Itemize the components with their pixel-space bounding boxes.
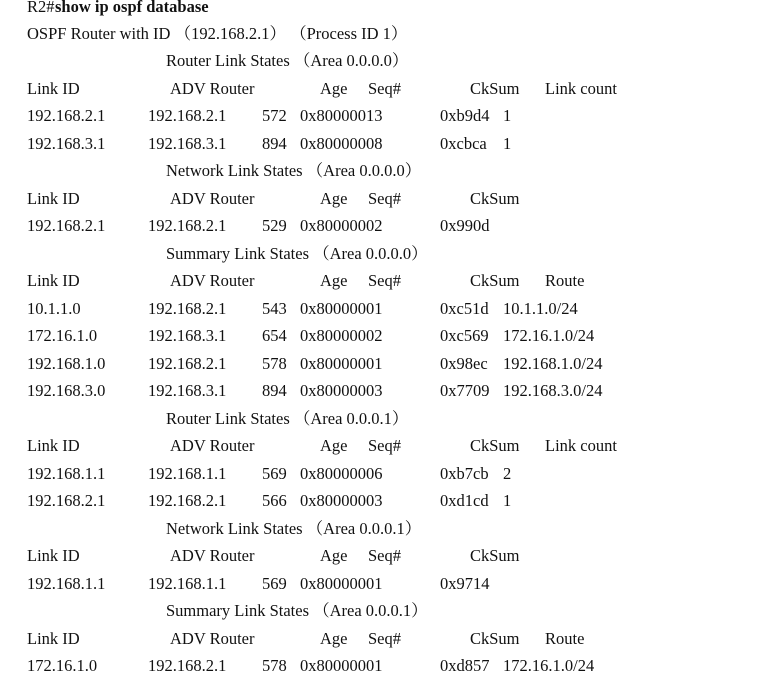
router-id-text: OSPF Router with ID （192.168.2.1） （Process ID 1）	[27, 24, 408, 43]
cell-extra: 192.168.1.0/24	[503, 353, 603, 373]
cell-extra: 172.16.1.0/24	[503, 326, 595, 345]
cell-extra: 1	[503, 133, 512, 153]
cell-link-id: 192.168.1.0	[27, 353, 106, 373]
table-row	[0, 322, 764, 350]
section-title: Summary Link States （Area 0.0.0.1）	[166, 601, 428, 620]
cell-link-id: 192.168.1.1	[27, 573, 106, 593]
cell-link-id: 10.1.1.0	[27, 298, 81, 318]
cell-seq: 0x80000001	[300, 353, 383, 373]
cell-seq: 0x80000008	[300, 133, 383, 153]
cell-adv-router: 192.168.1.1	[148, 463, 227, 483]
table-header-row	[0, 267, 764, 295]
column-header-cksum: CkSum	[470, 78, 520, 98]
column-header-age: Age	[320, 271, 348, 290]
cell-extra: 1	[503, 106, 512, 125]
column-header-adv-router: ADV Router	[170, 436, 255, 455]
column-header-age: Age	[320, 78, 348, 98]
cell-seq: 0x80000013	[300, 106, 383, 125]
cell-age: 566	[262, 491, 287, 510]
cell-cksum: 0xb7cb	[440, 463, 489, 483]
section-title-line	[0, 597, 764, 625]
cell-seq: 0x80000001	[300, 298, 383, 318]
column-header-link-id: Link ID	[27, 628, 80, 648]
cell-cksum: 0xcbca	[440, 133, 487, 153]
cell-cksum: 0x98ec	[440, 353, 488, 373]
column-header-cksum: CkSum	[470, 271, 520, 290]
table-row	[0, 570, 764, 598]
table-row	[0, 460, 764, 488]
column-header-cksum: CkSum	[470, 188, 520, 208]
cell-age: 654	[262, 326, 287, 345]
table-header-row	[0, 625, 764, 653]
column-header-seq: Seq#	[368, 271, 401, 290]
router-id-line	[0, 20, 764, 48]
cell-adv-router: 192.168.3.1	[148, 381, 227, 400]
section-title: Network Link States （Area 0.0.0.1）	[166, 518, 422, 538]
cell-extra: 192.168.3.0/24	[503, 381, 603, 400]
column-header-extra: Route	[545, 271, 585, 290]
cell-link-id: 192.168.2.1	[27, 106, 106, 125]
table-row	[0, 102, 764, 130]
cell-adv-router: 192.168.2.1	[148, 491, 227, 510]
cell-cksum: 0xb9d4	[440, 106, 490, 125]
cell-age: 569	[262, 463, 287, 483]
column-header-adv-router: ADV Router	[170, 271, 255, 290]
column-header-cksum: CkSum	[470, 546, 520, 565]
column-header-adv-router: ADV Router	[170, 78, 255, 98]
cell-age: 529	[262, 216, 287, 235]
column-header-age: Age	[320, 436, 348, 455]
cell-link-id: 192.168.3.0	[27, 381, 106, 400]
cell-age: 569	[262, 573, 287, 593]
table-row	[0, 377, 764, 405]
cell-link-id: 172.16.1.0	[27, 656, 98, 675]
cell-seq: 0x80000002	[300, 216, 383, 235]
cell-adv-router: 192.168.2.1	[148, 106, 227, 125]
cell-seq: 0x80000006	[300, 463, 383, 483]
cell-adv-router: 192.168.3.1	[148, 133, 227, 153]
cell-age: 578	[262, 353, 287, 373]
cell-seq: 0x80000002	[300, 326, 383, 345]
section-title-line	[0, 240, 764, 268]
column-header-seq: Seq#	[368, 78, 401, 98]
table-row	[0, 487, 764, 515]
column-header-cksum: CkSum	[470, 628, 520, 648]
cell-adv-router: 192.168.2.1	[148, 656, 227, 675]
section-title: Network Link States （Area 0.0.0.0）	[166, 161, 422, 180]
section-title: Router Link States （Area 0.0.0.1）	[166, 408, 409, 428]
cell-seq: 0x80000003	[300, 381, 383, 400]
column-header-extra: Link count	[545, 78, 617, 98]
cell-age: 572	[262, 106, 287, 125]
column-header-link-id: Link ID	[27, 436, 80, 455]
column-header-link-id: Link ID	[27, 546, 80, 565]
cell-extra: 172.16.1.0/24	[503, 656, 595, 675]
cell-cksum: 0x7709	[440, 381, 490, 400]
column-header-seq: Seq#	[368, 436, 401, 455]
section-title-line	[0, 47, 764, 75]
cell-extra: 2	[503, 463, 512, 483]
cell-adv-router: 192.168.2.1	[148, 298, 227, 318]
command-line	[0, 0, 764, 21]
cell-adv-router: 192.168.2.1	[148, 353, 227, 373]
column-header-extra: Route	[545, 628, 585, 648]
column-header-seq: Seq#	[368, 628, 401, 648]
cell-adv-router: 192.168.1.1	[148, 573, 227, 593]
cell-link-id: 172.16.1.0	[27, 326, 98, 345]
cell-cksum: 0xd857	[440, 656, 490, 675]
cell-link-id: 192.168.1.1	[27, 463, 106, 483]
column-header-extra: Link count	[545, 436, 617, 455]
column-header-adv-router: ADV Router	[170, 188, 255, 208]
section-title-line	[0, 515, 764, 543]
cell-seq: 0x80000001	[300, 573, 383, 593]
column-header-link-id: Link ID	[27, 188, 80, 208]
table-header-row	[0, 75, 764, 103]
cell-age: 543	[262, 298, 287, 318]
column-header-age: Age	[320, 628, 348, 648]
cell-extra: 10.1.1.0/24	[503, 298, 578, 318]
cell-cksum: 0xc569	[440, 326, 489, 345]
table-row	[0, 212, 764, 240]
table-row	[0, 130, 764, 158]
column-header-link-id: Link ID	[27, 78, 80, 98]
table-row	[0, 350, 764, 378]
column-header-cksum: CkSum	[470, 436, 520, 455]
cell-link-id: 192.168.2.1	[27, 491, 106, 510]
table-header-row	[0, 185, 764, 213]
section-title: Summary Link States （Area 0.0.0.0）	[166, 243, 428, 263]
section-title-line	[0, 157, 764, 185]
cell-age: 578	[262, 656, 287, 675]
section-title: Router Link States （Area 0.0.0.0）	[166, 51, 409, 70]
cell-adv-router: 192.168.3.1	[148, 326, 227, 345]
column-header-age: Age	[320, 546, 348, 565]
column-header-seq: Seq#	[368, 188, 401, 208]
column-header-adv-router: ADV Router	[170, 628, 255, 648]
column-header-link-id: Link ID	[27, 271, 80, 290]
table-header-row	[0, 432, 764, 460]
cell-seq: 0x80000001	[300, 656, 383, 675]
column-header-age: Age	[320, 188, 348, 208]
prompt: R2#	[27, 0, 55, 16]
table-row	[0, 295, 764, 323]
command-text: show ip ospf database	[55, 0, 209, 16]
column-header-seq: Seq#	[368, 546, 401, 565]
table-header-row	[0, 542, 764, 570]
cell-age: 894	[262, 381, 287, 400]
cell-cksum: 0x990d	[440, 216, 490, 235]
column-header-adv-router: ADV Router	[170, 546, 255, 565]
cell-cksum: 0x9714	[440, 573, 490, 593]
cell-link-id: 192.168.2.1	[27, 216, 106, 235]
cell-seq: 0x80000003	[300, 491, 383, 510]
section-title-line	[0, 405, 764, 433]
cell-cksum: 0xd1cd	[440, 491, 489, 510]
cell-link-id: 192.168.3.1	[27, 133, 106, 153]
cell-cksum: 0xc51d	[440, 298, 489, 318]
cell-adv-router: 192.168.2.1	[148, 216, 227, 235]
cell-age: 894	[262, 133, 287, 153]
table-row	[0, 652, 764, 680]
cell-extra: 1	[503, 491, 512, 510]
